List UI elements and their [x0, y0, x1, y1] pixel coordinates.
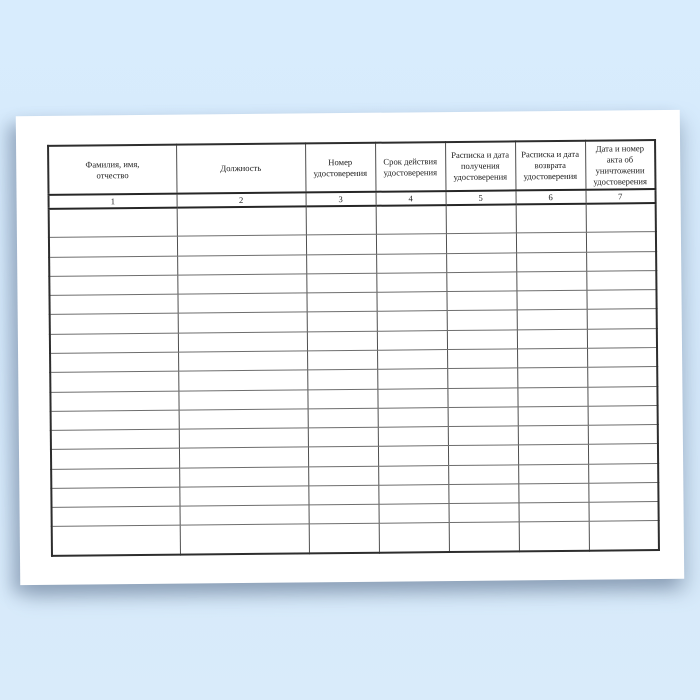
empty-cell	[516, 204, 586, 234]
empty-cell	[447, 387, 517, 407]
empty-cell	[180, 505, 309, 526]
empty-cell	[309, 524, 379, 554]
empty-cell	[177, 274, 306, 295]
empty-cell	[517, 367, 587, 387]
table-body	[49, 203, 659, 556]
empty-cell	[179, 467, 308, 488]
column-number: 2	[177, 192, 306, 207]
empty-cell	[376, 292, 446, 312]
empty-cell	[306, 235, 376, 255]
empty-cell	[586, 290, 656, 310]
empty-cell	[51, 468, 179, 488]
empty-cell	[51, 487, 179, 507]
empty-cell	[306, 206, 376, 236]
empty-cell	[49, 208, 177, 238]
empty-cell	[177, 293, 306, 314]
empty-cell	[516, 290, 586, 310]
empty-cell	[517, 387, 587, 407]
empty-cell	[306, 254, 376, 274]
empty-cell	[179, 409, 308, 430]
empty-cell	[377, 350, 447, 370]
empty-cell	[447, 330, 517, 350]
empty-cell	[50, 314, 178, 334]
empty-cell	[308, 466, 378, 486]
column-header-validity-period: Срок действия удостоверения	[375, 142, 445, 192]
empty-cell	[447, 368, 517, 388]
empty-cell	[52, 526, 180, 556]
empty-cell	[179, 486, 308, 507]
empty-cell	[589, 521, 659, 551]
empty-cell	[50, 352, 178, 372]
column-header-position: Должность	[176, 143, 305, 193]
empty-cell	[178, 312, 307, 333]
empty-cell	[448, 464, 518, 484]
empty-cell	[178, 370, 307, 391]
empty-cell	[377, 311, 447, 331]
empty-cell	[49, 294, 177, 314]
empty-cell	[308, 427, 378, 447]
empty-cell	[378, 484, 448, 504]
empty-cell	[50, 371, 178, 391]
empty-cell	[587, 367, 657, 387]
empty-cell	[448, 445, 518, 465]
empty-cell	[588, 405, 658, 425]
empty-cell	[177, 206, 306, 236]
empty-cell	[378, 446, 448, 466]
empty-cell	[588, 444, 658, 464]
empty-cell	[377, 330, 447, 350]
column-header-certificate-number: Номер удостоверения	[305, 143, 375, 193]
empty-cell	[519, 522, 589, 552]
empty-cell	[518, 406, 588, 426]
empty-cell	[51, 448, 179, 468]
empty-cell	[180, 524, 309, 554]
empty-register-row	[52, 521, 659, 556]
empty-cell	[49, 256, 177, 276]
empty-cell	[378, 407, 448, 427]
empty-cell	[307, 331, 377, 351]
table-header	[48, 140, 656, 209]
empty-cell	[178, 351, 307, 372]
empty-cell	[587, 386, 657, 406]
empty-cell	[378, 465, 448, 485]
certificate-register-table	[47, 139, 660, 557]
empty-cell	[448, 407, 518, 427]
column-header-receipt-date-return: Расписка и дата возврата удостоверения	[515, 141, 585, 191]
column-number: 6	[515, 190, 585, 205]
empty-cell	[517, 310, 587, 330]
empty-cell	[306, 273, 376, 293]
empty-cell	[446, 272, 516, 292]
empty-cell	[448, 484, 518, 504]
empty-cell	[52, 506, 180, 526]
empty-cell	[516, 271, 586, 291]
column-header-destruction-act: Дата и номер акта об уничтожении удостоверения	[585, 140, 655, 190]
empty-cell	[179, 447, 308, 468]
empty-cell	[586, 203, 656, 233]
empty-cell	[519, 502, 589, 522]
empty-cell	[587, 309, 657, 329]
empty-cell	[376, 234, 446, 254]
empty-cell	[178, 332, 307, 353]
empty-cell	[446, 291, 516, 311]
empty-cell	[376, 273, 446, 293]
empty-cell	[376, 205, 446, 235]
empty-cell	[446, 233, 516, 253]
empty-cell	[307, 350, 377, 370]
empty-cell	[378, 427, 448, 447]
empty-cell	[377, 369, 447, 389]
column-number: 4	[376, 191, 446, 206]
empty-cell	[379, 504, 449, 524]
empty-cell	[587, 348, 657, 368]
empty-cell	[178, 389, 307, 410]
column-number: 7	[585, 189, 655, 204]
empty-cell	[308, 408, 378, 428]
empty-cell	[586, 270, 656, 290]
empty-cell	[449, 522, 519, 552]
empty-cell	[50, 333, 178, 353]
empty-cell	[587, 328, 657, 348]
column-number: 5	[446, 190, 516, 205]
empty-cell	[308, 447, 378, 467]
empty-cell	[177, 255, 306, 276]
empty-cell	[306, 292, 376, 312]
empty-cell	[588, 502, 658, 522]
empty-cell	[49, 275, 177, 295]
empty-cell	[518, 464, 588, 484]
empty-cell	[518, 483, 588, 503]
empty-cell	[309, 504, 379, 524]
column-number: 1	[49, 194, 177, 209]
empty-cell	[586, 251, 656, 271]
header-row	[48, 140, 655, 195]
empty-cell	[517, 329, 587, 349]
column-header-full-name: Фамилия, имя, отчество	[48, 145, 176, 195]
empty-cell	[50, 391, 178, 411]
column-number: 3	[306, 192, 376, 207]
empty-cell	[518, 445, 588, 465]
empty-cell	[51, 410, 179, 430]
empty-cell	[447, 310, 517, 330]
empty-cell	[518, 425, 588, 445]
empty-cell	[446, 204, 516, 234]
empty-cell	[516, 233, 586, 253]
column-header-receipt-date-issued: Расписка и дата получения удостоверения	[445, 141, 515, 191]
empty-cell	[379, 523, 449, 553]
empty-cell	[448, 426, 518, 446]
empty-cell	[517, 348, 587, 368]
empty-cell	[586, 232, 656, 252]
empty-cell	[447, 349, 517, 369]
empty-cell	[51, 429, 179, 449]
document-page	[16, 110, 684, 585]
empty-cell	[307, 389, 377, 409]
empty-cell	[177, 235, 306, 256]
empty-cell	[516, 252, 586, 272]
empty-cell	[179, 428, 308, 449]
empty-cell	[449, 503, 519, 523]
page-content	[47, 139, 658, 557]
empty-cell	[308, 485, 378, 505]
empty-cell	[377, 388, 447, 408]
empty-cell	[588, 425, 658, 445]
empty-cell	[307, 370, 377, 390]
empty-cell	[588, 482, 658, 502]
empty-cell	[49, 237, 177, 257]
empty-cell	[307, 312, 377, 332]
empty-cell	[588, 463, 658, 483]
empty-cell	[376, 253, 446, 273]
empty-cell	[446, 253, 516, 273]
